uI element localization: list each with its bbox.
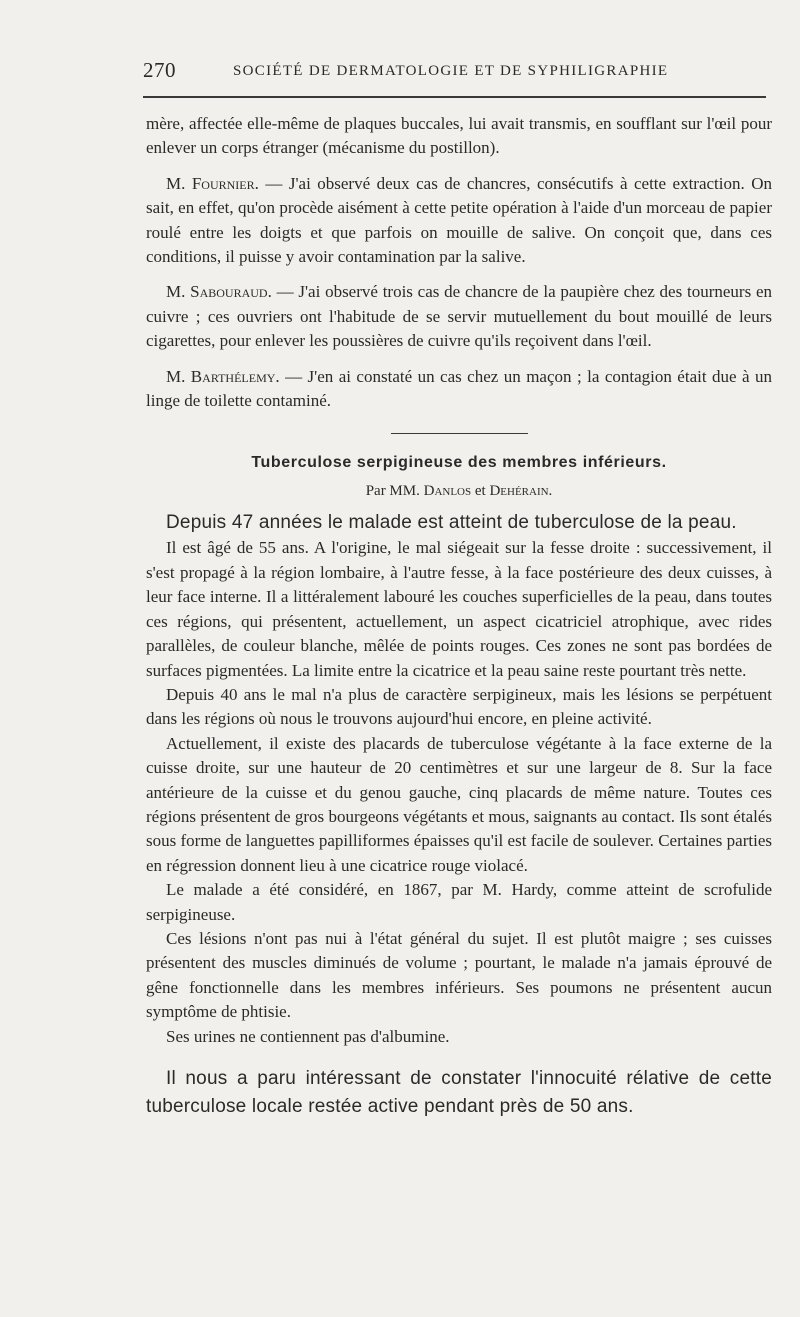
- paragraph: Actuellement, il existe des placards de tuberculose végétante à la face externe de la cuisse droite, sur une hauteur de 20 centimètres et sur une largeur de 8. Sur la face antérieure de la cuisse et du genou gauche, cinq placards de même nature. Toutes ces régions présentent de gros bourgeons végétants et mous, saignants au contact. Ils sont étalés sous forme de languettes papilliformes épaisses qu'il est facile de soulever. Certaines parties en régression donnent lieu à une cicatrice rouge violacé.: [146, 733, 772, 875]
- remark-text: — J'en ai constaté un cas chez un maçon ; la contagion était due à un linge de toilette contaminé.: [146, 366, 772, 411]
- page-number: 270: [143, 58, 176, 82]
- paragraph: Le malade a été considéré, en 1867, par M. Hardy, comme atteint de scrofulide serpigineuse.: [146, 880, 772, 924]
- remark-text: — J'ai observé deux cas de chancres, consécutifs à cette extraction. On sait, en effet, qu'on procède aisément à cette petite opération à l'aide d'un morceau de papier roulé entre les doigts et que parfois on mouille de salive. On conçoit que, dans ces conditions, il puisse y avoir contamination par la salive.: [146, 173, 773, 267]
- byline-prefix: Par MM.: [365, 483, 424, 500]
- paragraph: Depuis 40 ans le mal n'a plus de caractère serpigineux, mais les lésions se perpétuent dans les régions où nous le trouvons aujourd'hui encore, en pleine activité.: [146, 684, 772, 729]
- page-header: [143, 58, 769, 88]
- page-body: [146, 112, 772, 1121]
- paragraph: Ses urines ne contiennent pas d'albumine.: [166, 1026, 450, 1046]
- speaker-name: M. Barthélemy.: [166, 366, 280, 386]
- paragraph: Ces lésions n'ont pas nui à l'état général du sujet. Il est plutôt maigre ; ses cuisses présentent des muscles diminués de volume ; pourtant, le malade n'a jamais éprouvé de gêne fonctionnelle dans les membres inférieurs. Ses poumons ne présentent aucun symptôme de phtisie.: [146, 928, 772, 1022]
- section-title: Tuberculose serpigineuse des membres inférieurs.: [251, 454, 667, 472]
- running-title: SOCIÉTÉ DE DERMATOLOGIE ET DE SYPHILIGRAPHIE: [233, 63, 669, 79]
- header-rule: [143, 96, 766, 98]
- paragraph: Il est âgé de 55 ans. A l'origine, le mal siégeait sur la fesse droite : successivement, il s'est propagé à la région lombaire, à l'autre fesse, à la face postérieure des deux cuisses, à leur face interne. Il a littéralement labouré les couches superficielles de la peau, dans toutes ces régions, qui présentent, actuellement, un aspect cicatriciel atrophique, avec rides parallèles, de couleur blanche, mêlée de points rouges. Ces zones ne sont pas bordées de surfaces pigmentées. La limite entre la cicatrice et la peau saine reste pourtant très nette.: [146, 538, 772, 680]
- author-deherain: Dehérain.: [489, 483, 553, 500]
- continued-paragraph: mère, affectée elle-même de plaques buccales, lui avait transmis, en soufflant sur l'œil pour enlever un corps étranger (mécanisme du postillon).: [146, 114, 772, 158]
- remark-sabouraud: [146, 280, 772, 353]
- remark-fournier: [146, 172, 772, 270]
- speaker-name: M. Fournier.: [166, 173, 259, 193]
- byline-and: et: [471, 483, 490, 500]
- section-separator: [391, 433, 528, 434]
- remark-barthelemy: [146, 365, 772, 414]
- speaker-name: M. Sabouraud.: [166, 282, 272, 302]
- remark-text: — J'ai observé trois cas de chancre de la paupière chez des tourneurs en cuivre ; ces ouvriers ont l'habitude de se servir mutuellement du bout mouillé de leurs cigarettes, pour enlever les poussières de cuivre qu'ils reçoivent dans l'œil.: [146, 282, 772, 351]
- author-danlos: Danlos: [423, 483, 472, 500]
- lead-sentence: Depuis 47 années le malade est atteint de tuberculose de la peau.: [166, 512, 737, 534]
- byline: [146, 480, 772, 502]
- closing-statement: Il nous a paru intéressant de constater l'innocuité rélative de cette tuberculose locale restée active pendant près de 50 ans.: [146, 1068, 772, 1117]
